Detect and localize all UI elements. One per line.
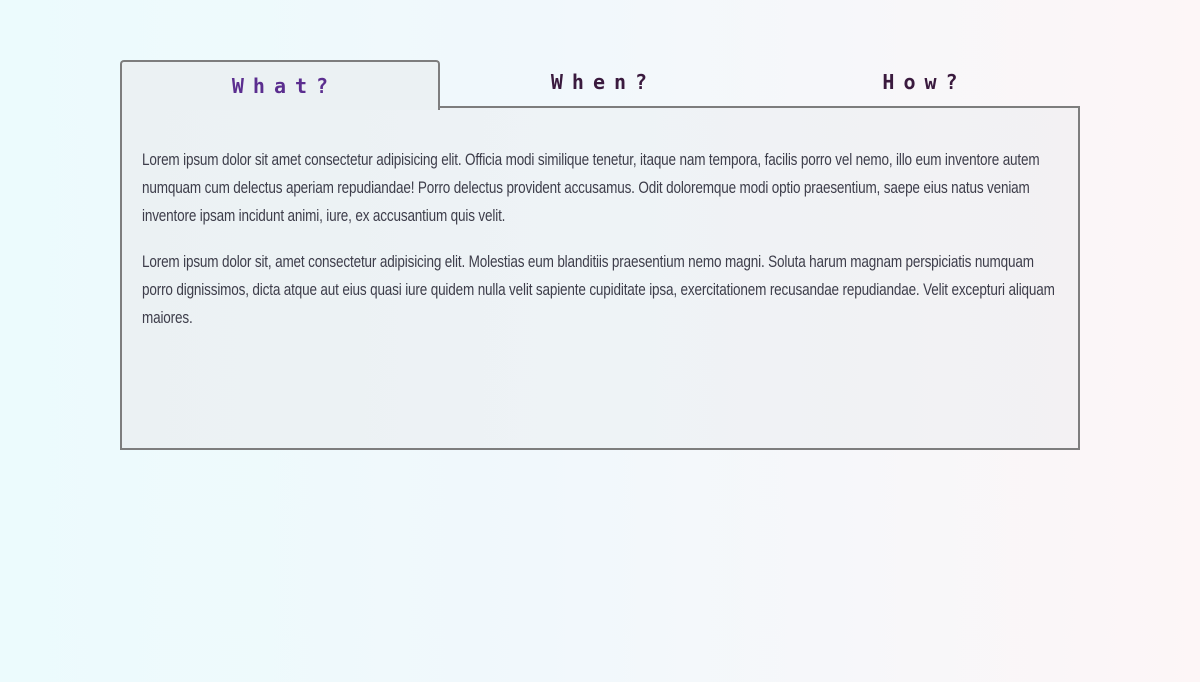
tab-bar xyxy=(120,60,1080,108)
tab-how[interactable] xyxy=(760,60,1080,108)
panel-paragraph-1: Lorem ipsum dolor sit amet consectetur adipisicing elit. Officia modi similique tenetur, itaque nam tempora, facilis porro vel nemo, illo eum inventore autem numquam cum delectus aperiam repudiandae! Porro delectus provident accusamus. Odit doloremque modi optio praesentium, saepe eius natus veniam inventore ipsam incidunt animi, iure, ex accusantium quis velit. xyxy=(142,151,1040,225)
tab-when-label: When? xyxy=(550,70,657,94)
tab-what-label: What? xyxy=(231,74,338,98)
tab-how-label: How? xyxy=(882,70,967,94)
tab-panel-what xyxy=(120,106,1080,450)
tab-what[interactable] xyxy=(120,60,440,110)
tab-when[interactable] xyxy=(438,60,760,108)
tabs-container xyxy=(120,60,1080,450)
panel-paragraph-2: Lorem ipsum dolor sit, amet consectetur adipisicing elit. Molestias eum blanditiis praesentium nemo magni. Soluta harum magnam perspiciatis numquam porro dignissimos, dicta atque aut eius quasi iure quidem nulla velit sapiente cupiditate ipsa, exercitationem recusandae repudiandae. Velit excepturi aliquam maiores. xyxy=(142,253,1055,327)
